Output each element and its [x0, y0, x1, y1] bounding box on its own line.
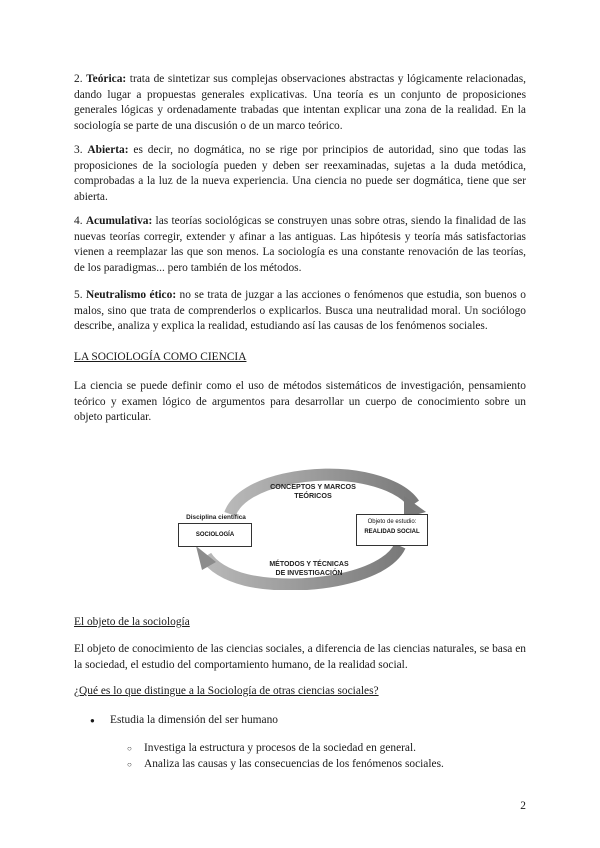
bullet-circle-icon: ○: [127, 744, 132, 753]
bullet-circle-icon: ○: [127, 760, 132, 769]
item-number: 4.: [74, 215, 83, 227]
bullet-dot-icon: ●: [90, 716, 95, 725]
page-number: 2: [520, 800, 526, 812]
paragraph-abierta: [74, 143, 526, 205]
top-label: [258, 482, 368, 500]
item-term: Neutralismo ético:: [86, 289, 177, 301]
right-box-line1: Objeto de estudio:: [367, 519, 417, 525]
top-label-line2: TEÓRICOS: [294, 491, 332, 500]
bottom-label-line1: MÉTODOS Y TÉCNICAS: [269, 561, 349, 568]
bullet-level1: [90, 713, 278, 728]
bottom-label-line2: DE INVESTIGACIÓN: [275, 570, 343, 577]
paragraph-neutralismo: [74, 288, 526, 335]
bullet-text: Estudia la dimensión del ser humano: [110, 714, 278, 726]
item-text: es decir, no dogmática, no se rige por principios de autoridad, sino que todas las proposiciones de la sociología pueden y deben ser reexaminadas, sujetas a la duda metódica, comprobadas a la luz de la nueva experiencia. Una ciencia no puede ser dogmática, tiene que ser abierta.: [74, 144, 526, 203]
paragraph-acumulativa: [74, 214, 526, 276]
item-number: 5.: [74, 289, 83, 301]
section-heading: LA SOCIOLOGÍA COMO CIENCIA: [74, 351, 247, 363]
item-number: 3.: [74, 144, 83, 156]
bottom-label: [254, 560, 364, 578]
object-text: El objeto de conocimiento de las ciencias sociales, a diferencia de las ciencias naturales, se basa en la sociedad, el estudio del comportamiento humano, de la realidad social.: [74, 643, 526, 671]
item-text: trata de sintetizar sus complejas observaciones abstractas y lógicamente relacionadas, dando lugar a propuestas generales explicativas. Una teoría es un conjunto de proposiciones generales lógicas y ordenadamente trabadas que intentan explicar una zona de la realidad. En la sociología se parte de una discusión o de un marco teórico.: [74, 73, 526, 132]
sociologia-box: SOCIOLOGÍA: [178, 523, 252, 547]
item-text: las teorías sociológicas se construyen unas sobre otras, siendo la finalidad de las nuevas teorías corregir, extender y afinar a las antiguas. Las hipótesis y teoría más satisfactorias vienen a reemplazar las que son menos. La sociología es una constante renovación de las teorías, de los paradigmas... pero también de los métodos.: [74, 215, 526, 274]
item-term: Abierta:: [87, 144, 129, 156]
science-definition: La ciencia se puede definir como el uso de métodos sistemáticos de investigación, pensamiento teórico y examen lógico de argumentos para desarrollar un cuerpo de conocimiento sobre un objeto particular.: [74, 380, 526, 424]
question-heading: ¿Qué es lo que distingue a la Sociología de otras ciencias sociales?: [74, 685, 379, 697]
item-term: Teórica:: [86, 73, 127, 85]
bullet-text: Investiga la estructura y procesos de la sociedad en general.: [144, 742, 416, 754]
object-heading: El objeto de la sociología: [74, 616, 190, 628]
bullet-level2-1: [127, 741, 416, 756]
item-term: Acumulativa:: [85, 215, 153, 227]
top-label-line1: CONCEPTOS Y MARCOS: [270, 482, 356, 491]
bullet-level2-2: [127, 757, 444, 772]
realidad-social-box: [356, 514, 428, 546]
paragraph-teorica: [74, 72, 526, 134]
item-number: 2.: [74, 73, 83, 85]
science-diagram: [168, 468, 440, 590]
bullet-text: Analiza las causas y las consecuencias de los fenómenos sociales.: [144, 758, 444, 770]
right-box-line2: REALIDAD SOCIAL: [364, 529, 420, 535]
item-text: no se trata de juzgar a las acciones o fenómenos que estudia, son buenos o malos, sino que trata de comprenderlos o explicarlos. Busca una neutralidad moral. Un sociólogo describe, analiza y explica la realidad, estudiando así las causas de los fenómenos sociales.: [74, 289, 526, 333]
left-caption: Disciplina científica: [186, 514, 246, 521]
